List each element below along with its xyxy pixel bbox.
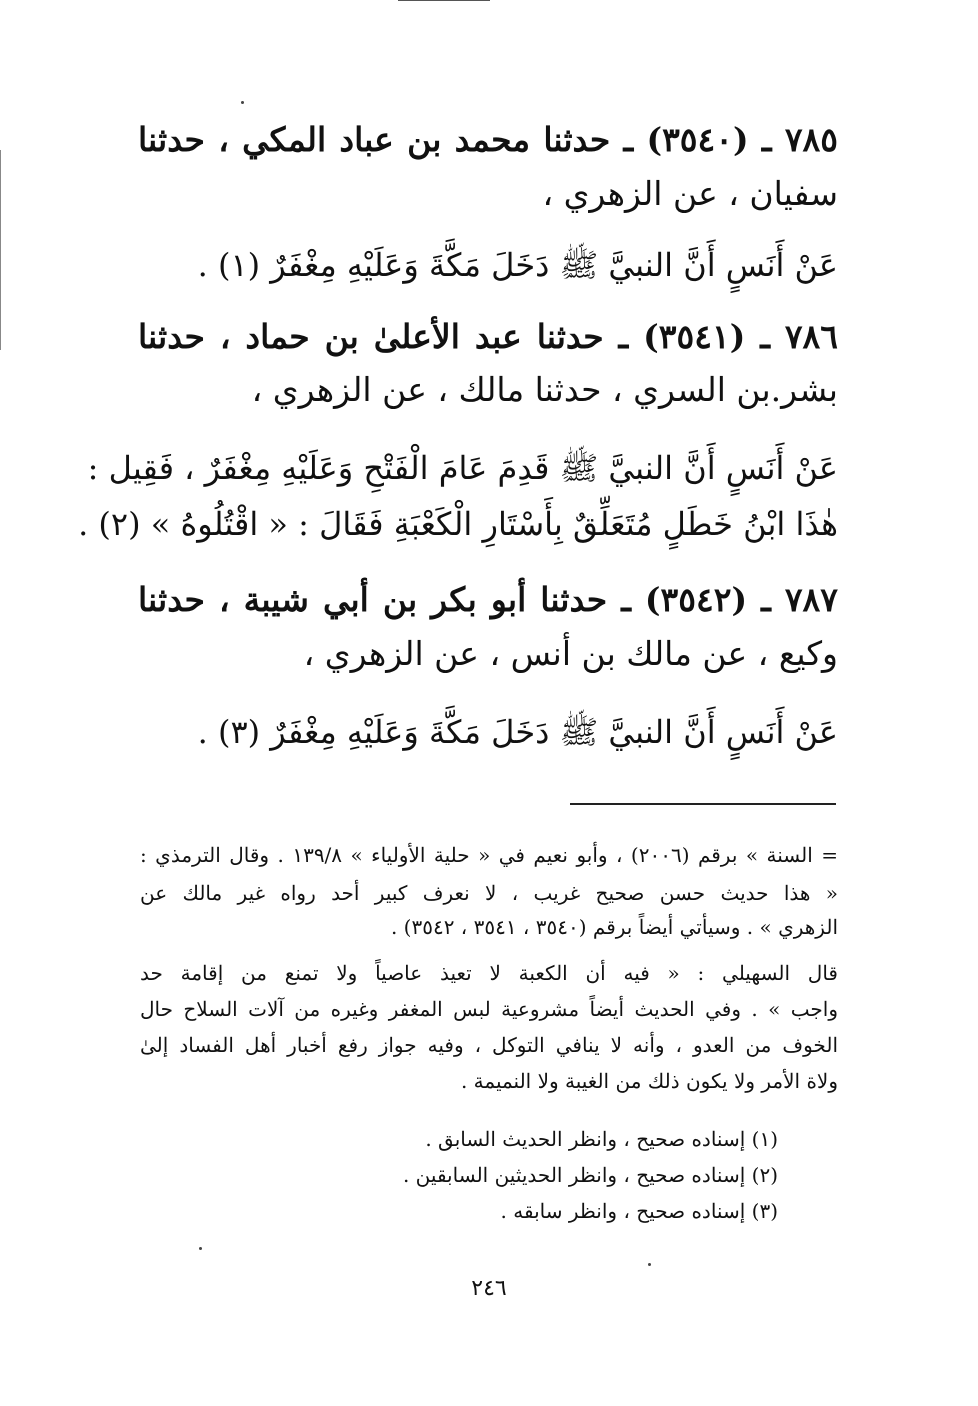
hadith-786-isnad-line-1: ٧٨٦ ـ (٣٥٤١) ـ حدثنا عبد الأعلىٰ بن حماد ، حدثنا — [138, 317, 839, 356]
hadith-785-isnad-line-2: سفيان ، عن الزهري ، — [542, 174, 838, 213]
footnote-separator — [570, 803, 836, 805]
hadith-787-isnad-line-1: ٧٨٧ ـ (٣٥٤٢) ـ حدثنا أبو بكر بن أبي شيبة ، حدثنا — [138, 580, 838, 619]
footnote-note-2: (٢) إسناده صحيح ، وانظر الحديثين السابقين . — [402, 1163, 778, 1187]
hadith-786-matn-line-1: عَنْ أَنَسٍ أَنَّ النبيَّ ﷺ قَدِمَ عَامَ الْفَتْحِ وَعَلَيْهِ مِغْفَرٌ ، فَقِيل : — [87, 449, 838, 487]
footnote-commentary-line: الزهري » . وسيأتي أيضاً برقم (٣٥٤٠ ، ٣٥٤١ ، ٣٥٤٢) . — [390, 915, 838, 939]
footnote-commentary-line: واجب » . وفي الحديث أيضاً مشروعية لبس المغفر وغيره من آلات السلاح حال — [140, 997, 839, 1021]
hadith-785-matn: عَنْ أَنَسٍ أَنَّ النبيَّ ﷺ دَخَلَ مَكَّةَ وَعَلَيْهِ مِغْفَرٌ (١) . — [197, 246, 838, 284]
top-rule — [398, 0, 490, 1]
hadith-785-isnad-line-1: ٧٨٥ ـ (٣٥٤٠) ـ حدثنا محمد بن عباد المكي ، حدثنا — [138, 120, 838, 159]
footnote-commentary-line: ولاة الأمر ولا يكون ذلك من الغيبة ولا النميمة . — [460, 1069, 838, 1093]
footnote-commentary-line: = السنة » برقم (٢٠٠٦) ، وأبو نعيم في « حلية الأولياء » ١٣٩/٨ . وقال الترمذي : — [140, 843, 839, 867]
footnote-commentary-line: قال السهيلي : « فيه أن الكعبة لا تعيذ عاصياً ولا تمنع من إقامة حد — [140, 961, 838, 985]
speck — [199, 1247, 202, 1250]
footnote-commentary-line: الخوف من العدو ، وأنه لا ينافي التوكل ، وفيه جواز رفع أخبار أهل الفساد إلىٰ — [140, 1033, 838, 1057]
page-edge-mark — [0, 150, 1, 350]
speck — [648, 1263, 651, 1266]
footnote-note-1: (١) إسناده صحيح ، وانظر الحديث السابق . — [425, 1127, 778, 1151]
hadith-786-matn-line-2: هٰذَا ابْنُ خَطَلٍ مُتَعَلِّقٌ بِأَسْتَارِ الْكَعْبَةِ فَقَالَ : « اقْتُلُوهُ » (٢) . — [78, 505, 838, 543]
footnote-commentary-line: « هذا حديث حسن صحيح غريب ، لا نعرف كبير أحد رواه غير مالك عن — [140, 881, 838, 905]
hadith-787-matn: عَنْ أَنَسٍ أَنَّ النبيَّ ﷺ دَخَلَ مَكَّةَ وَعَلَيْهِ مِغْفَرٌ (٣) . — [197, 713, 838, 751]
page-number: ٢٤٦ — [471, 1276, 507, 1301]
speck — [241, 101, 244, 104]
hadith-787-isnad-line-2: وكيع ، عن مالك بن أنس ، عن الزهري ، — [303, 634, 838, 673]
hadith-786-isnad-line-2: بشر.بن السري ، حدثنا مالك ، عن الزهري ، — [251, 370, 838, 409]
footnote-note-3: (٣) إسناده صحيح ، وانظر سابقه . — [500, 1199, 778, 1223]
